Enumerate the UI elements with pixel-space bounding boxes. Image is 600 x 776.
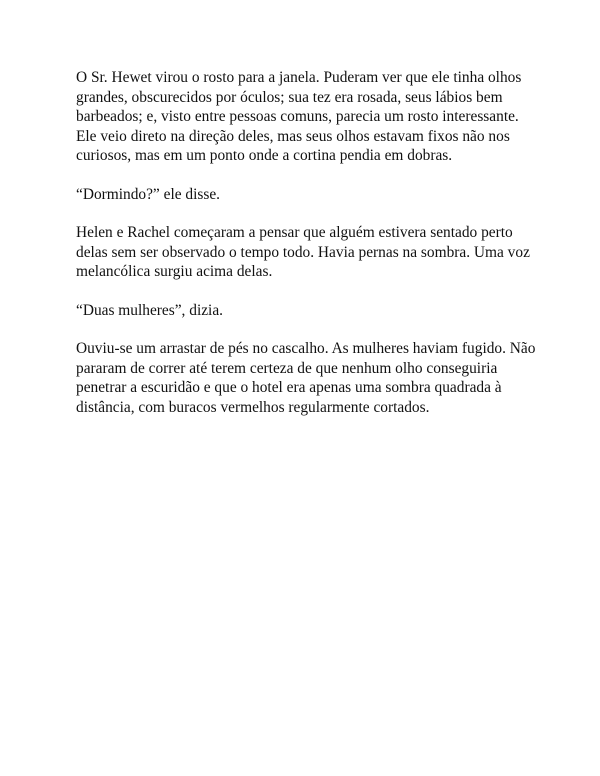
paragraph-1: O Sr. Hewet virou o rosto para a janela. Puderam ver que ele tinha olhos grandes, obscurecidos por óculos; sua tez era rosada, seus lábios bem barbeados; e, visto entre pessoas comuns, parecia um rosto interessante. Ele veio direto na direção deles, mas seus olhos estavam fixos não nos curiosos, mas em um ponto onde a cortina pendia em dobras.: [76, 69, 522, 164]
document-page: [76, 68, 536, 436]
paragraph-3: Helen e Rachel começaram a pensar que alguém estivera sentado perto delas sem ser observado o tempo todo. Havia pernas na sombra. Uma voz melancólica surgiu acima delas.: [76, 224, 530, 280]
paragraph-4: “Duas mulheres”, dizia.: [76, 301, 224, 319]
paragraph-2: “Dormindo?” ele disse.: [76, 185, 221, 203]
paragraph-5: Ouviu-se um arrastar de pés no cascalho. As mulheres haviam fugido. Não pararam de correr até terem certeza de que nenhum olho conseguiria penetrar a escuridão e que o hotel era apenas uma sombra quadrada à distância, com buracos vermelhos regularmente cortados.: [76, 340, 536, 416]
